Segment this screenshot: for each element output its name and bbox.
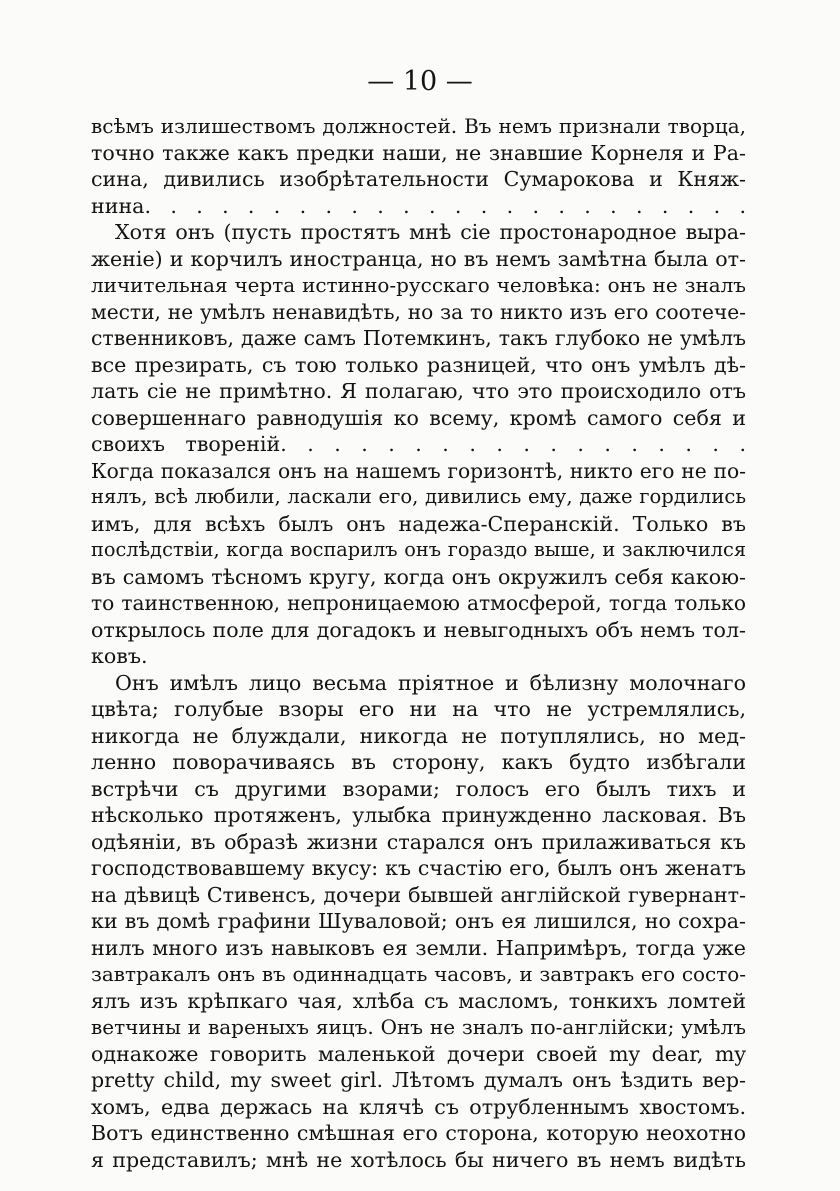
text-line: сина, дивились изобрѣтательности Сумарокова и Княж-: [91, 167, 746, 191]
text-line: pretty child, my sweet girl. Лѣтомъ думалъ онъ ѣздить вер-: [91, 1068, 746, 1092]
text-line: то таинственною, непроницаемою атмосферой, тогда только: [91, 591, 746, 615]
text-line: всѣмъ излишествомъ должностей. Въ немъ признали творца,: [91, 114, 746, 138]
text-line: хомъ, едва держась на клячѣ съ отрубленнымъ хвостомъ.: [91, 1094, 746, 1119]
text-line: ленно поворачиваясь въ сторону, какъ будто избѣгали: [91, 750, 746, 774]
text-line: одѣяніи, въ образѣ жизни старался онъ прилаживаться къ: [91, 829, 746, 854]
text-line: въ самомъ тѣсномъ кругу, когда онъ окружилъ себя какою-: [91, 564, 746, 589]
text-line: личительная черта истинно-русскаго человѣка: онъ не зналъ: [91, 273, 746, 297]
paragraph-start-line: Онъ имѣлъ лицо весьма пріятное и бѣлизну молочнаго: [115, 670, 746, 695]
paragraph-start-line: Когда показался онъ на нашемъ горизонтѣ, никто его не по-: [91, 458, 746, 483]
text-line: женіе) и корчилъ иностранца, но въ немъ замѣтна была от-: [91, 246, 746, 271]
text-line: лать сіе не примѣтно. Я полагаю, что это происходило отъ: [91, 379, 746, 403]
body-text: [91, 113, 746, 1173]
text-line: завтракалъ онъ въ одиннадцать часовъ, и завтракъ его состо-: [91, 962, 746, 986]
text-line: открылось поле для догадокъ и невыгодныхъ объ немъ тол-: [91, 617, 746, 642]
text-line: ковъ.: [91, 644, 148, 668]
text-line: точно также какъ предки наши, не знавшие Корнеля и Ра-: [91, 140, 746, 165]
text-line: на дѣвицѣ Стивенсъ, дочери бывшей англійской гувернант-: [91, 882, 746, 907]
text-line: все презирать, съ тою только разницей, что онъ умѣлъ дѣ-: [91, 352, 746, 377]
text-line: нялъ, всѣ любили, ласкали его, дивились ему, даже гордились: [91, 485, 746, 508]
text-line: ялъ изъ крѣпкаго чая, хлѣба съ масломъ, тонкихъ ломтей: [91, 988, 746, 1013]
text-line: встрѣчи съ другими взорами; голосъ его былъ тихъ и: [91, 776, 746, 801]
paragraph-start-line: Хотя онъ (пусть простятъ мнѣ сіе простонародное выра-: [115, 220, 746, 244]
text-line: ственниковъ, даже самъ Потемкинъ, такъ глубоко не умѣлъ: [91, 326, 746, 350]
text-line: мести, не умѣлъ ненавидѣть, но за то никто изъ его соотече-: [91, 299, 746, 324]
text-line: господствовавшему вкусу: къ счастію его, былъ онъ женатъ: [91, 856, 746, 880]
text-line: Вотъ единственно смѣшная его сторона, которую неохотно: [91, 1121, 746, 1145]
text-line: ветчины и вареныхъ яицъ. Онъ не зналъ по-англійски; умѣлъ: [91, 1015, 746, 1039]
page-number: — 10 —: [367, 66, 473, 97]
text-line: цвѣта; голубые взоры его ни на что не устремлялись,: [91, 697, 746, 721]
text-line: нина. . . . . . . . . . . . . . . . . . . . . . . .: [91, 193, 746, 218]
text-line: своихъ твореній. . . . . . . . . . . . . . . . . .: [91, 432, 746, 456]
text-line: нилъ много изъ навыковъ ея земли. Напримѣръ, тогда уже: [91, 935, 746, 960]
text-line: никогда не блуждали, никогда не потуплялись, но мед-: [91, 723, 746, 748]
text-line: имъ, для всѣхъ былъ онъ надежа-Сперанскій. Только въ: [91, 511, 746, 536]
text-line: нѣсколько протяженъ, улыбка принужденно ласковая. Въ: [91, 803, 746, 827]
text-line: ки въ домѣ графини Шуваловой; онъ ея лишился, но сохра-: [91, 909, 746, 933]
text-line: совершеннаго равнодушія ко всему, кромѣ самого себя и: [91, 405, 746, 430]
text-line: однакоже говорить маленькой дочери своей my dear, my: [91, 1041, 746, 1066]
text-line: послѣдствіи, когда воспарилъ онъ гораздо выше, и заключился: [91, 538, 746, 561]
text-line: я представилъ; мнѣ не хотѣлось бы ничего въ немъ видѣть: [91, 1147, 746, 1172]
